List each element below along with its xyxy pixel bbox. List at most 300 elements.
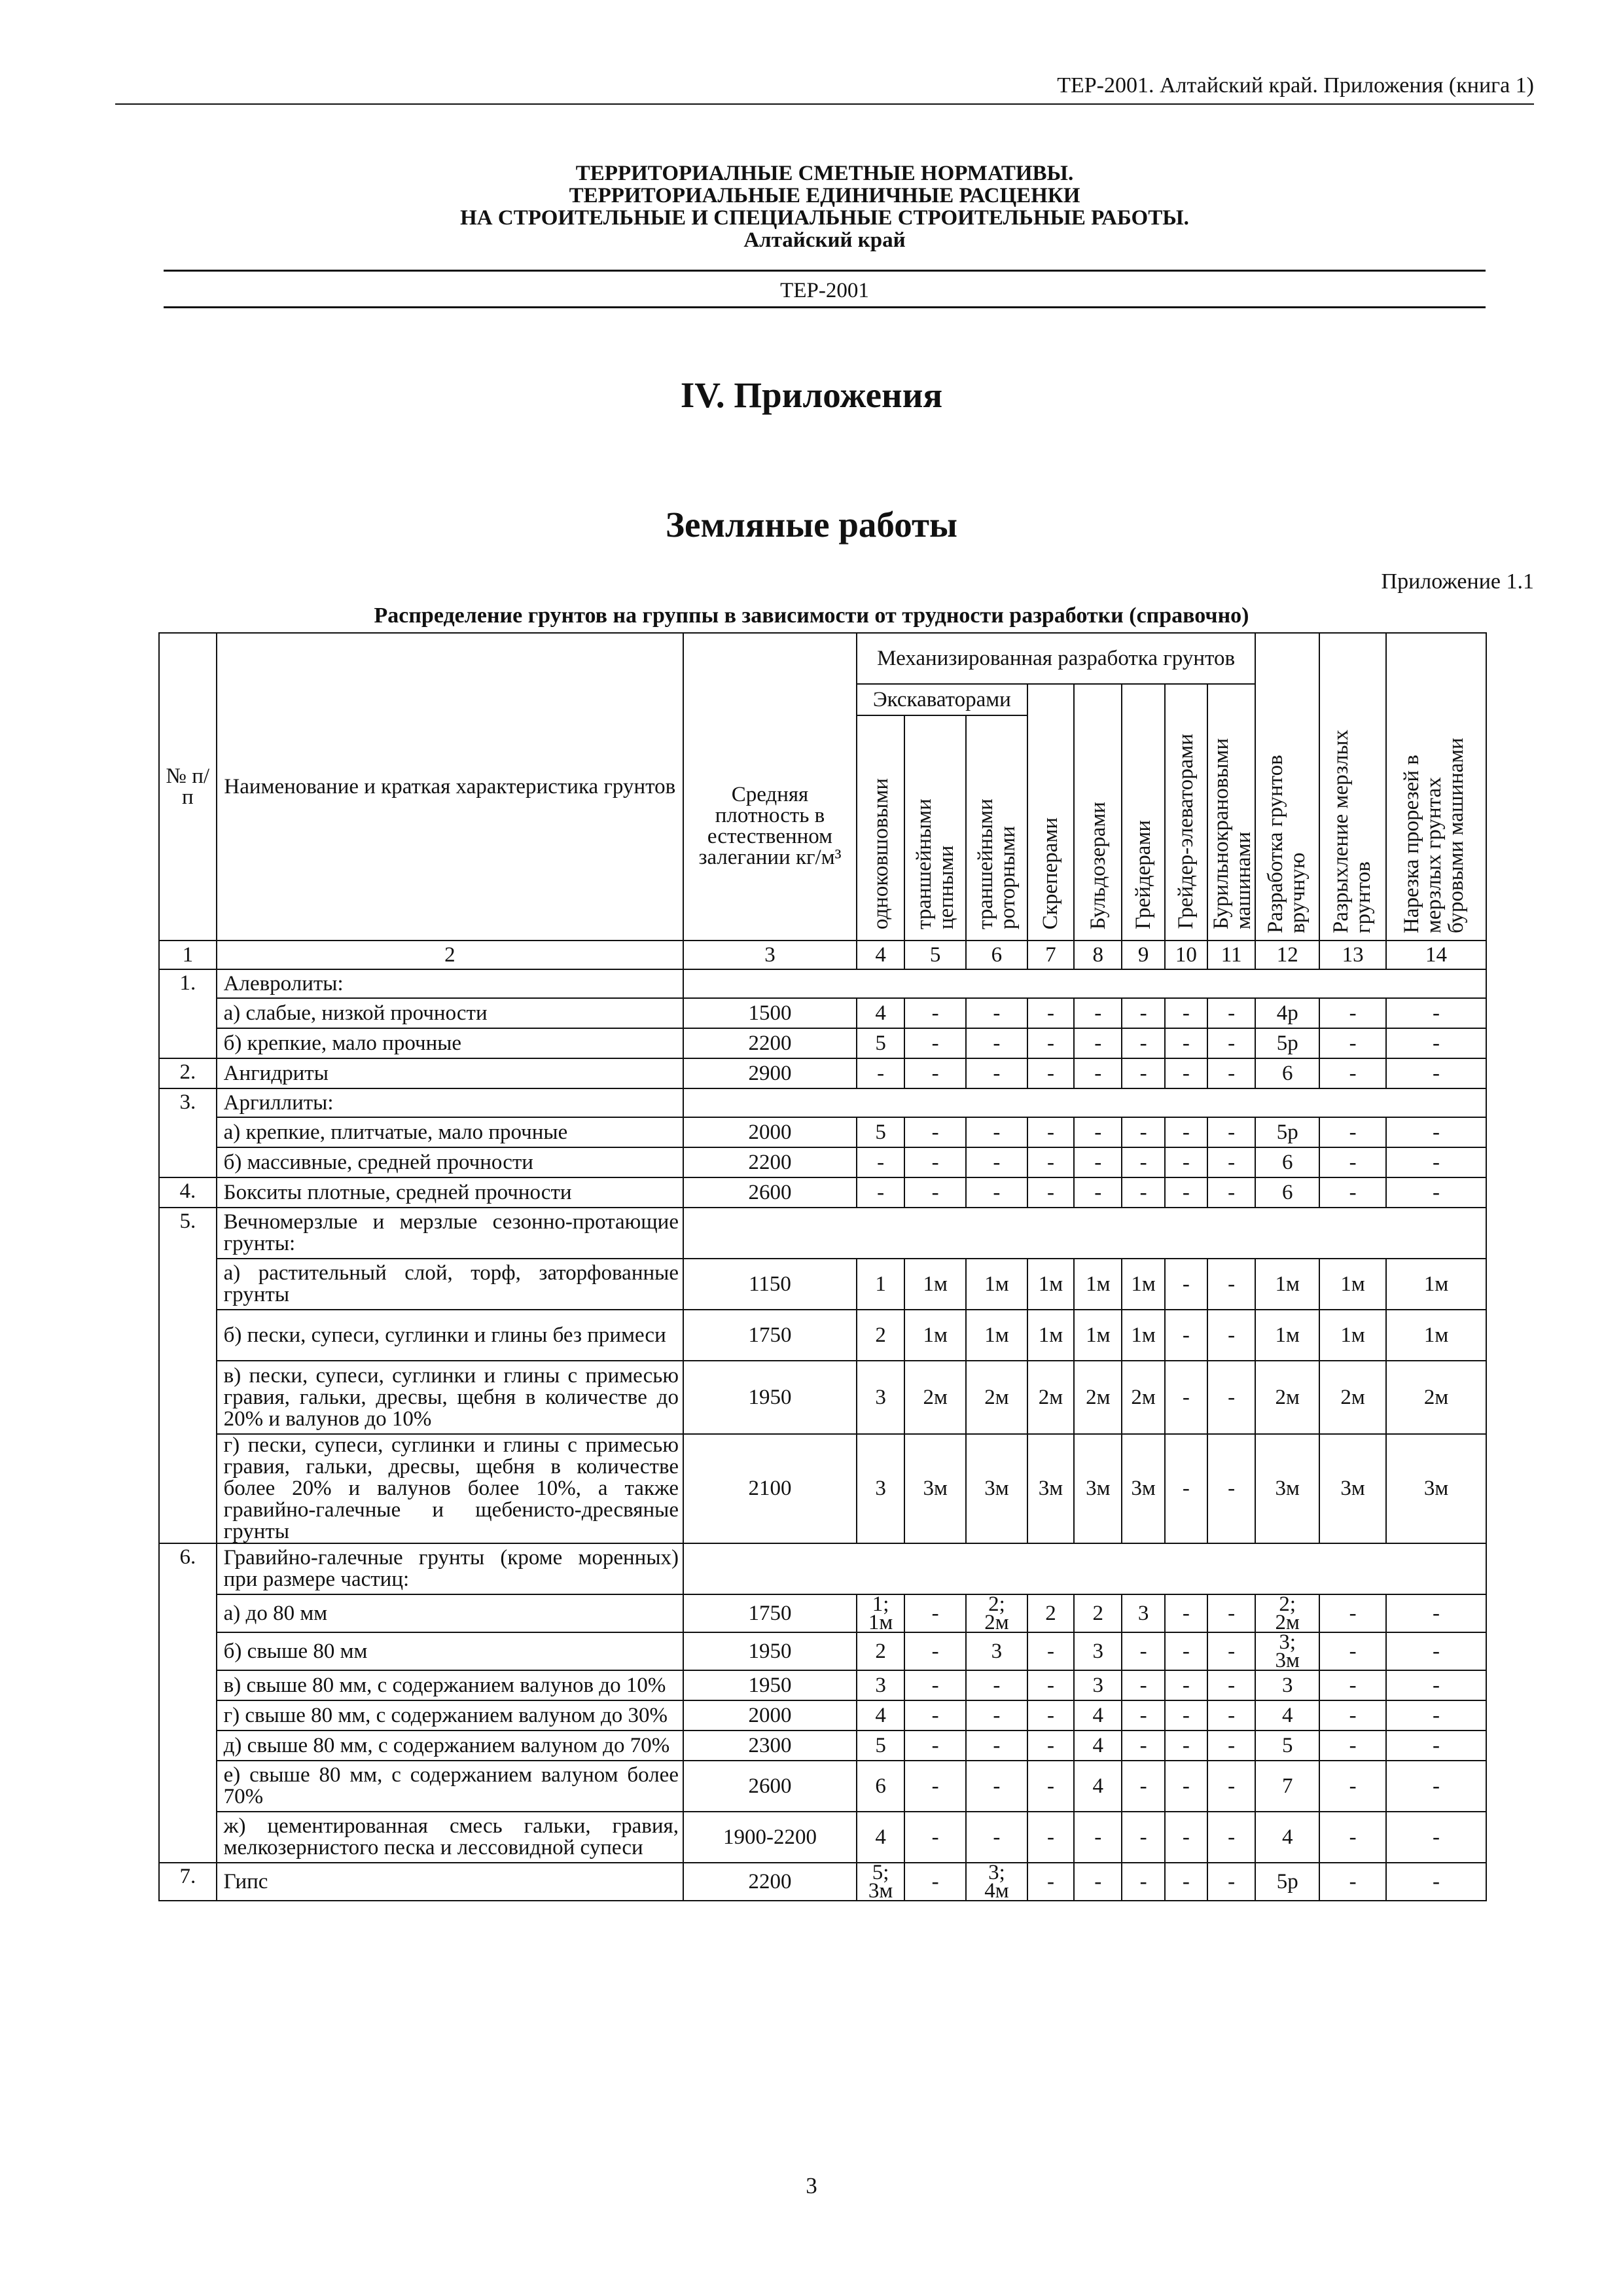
soil-name: а) крепкие, плитчатые, мало прочные [217,1117,683,1147]
group-title-row [159,1208,1486,1259]
soil-group-value: - [1027,1632,1074,1670]
soil-density: 2200 [683,1147,857,1177]
soil-group-value: - [966,1058,1027,1088]
group-number: 4. [159,1177,217,1208]
soil-group-value: - [1319,1812,1386,1863]
soil-group-value: - [904,1177,966,1208]
soil-group-value: - [1386,1117,1486,1147]
soil-group-value: - [1386,1177,1486,1208]
soil-group-value: 5р [1255,1863,1319,1901]
soil-group-value: - [1074,1812,1122,1863]
group-title: Гравийно-галечные грунты (кроме моренных) при размере частиц: [217,1543,683,1594]
column-number: 11 [1207,941,1255,969]
soil-name: а) слабые, низкой прочности [217,998,683,1028]
soil-group-value: 3м [904,1434,966,1543]
soil-group-value: - [966,1812,1027,1863]
title-line: ТЕРРИТОРИАЛНЫЕ СМЕТНЫЕ НОРМАТИВЫ. [575,162,1074,185]
soil-group-value: - [1386,1812,1486,1863]
soil-density: 2300 [683,1731,857,1761]
header-excavators: Экскаваторами [857,684,1027,715]
soil-name: а) растительный слой, торф, заторфованные грунты [217,1259,683,1310]
soil-group-value: 3м [1074,1434,1122,1543]
soil-density: 2600 [683,1761,857,1812]
soil-group-value: 1; 1м [857,1594,904,1632]
soil-group-value: 3 [966,1632,1027,1670]
soil-group-value: - [1207,1147,1255,1177]
header-rule [115,103,1534,105]
running-header: ТЕР-2001. Алтайский край. Приложения (книга 1) [1057,73,1534,98]
soil-group-value: 3м [1027,1434,1074,1543]
soil-group-value: - [1027,1117,1074,1147]
soil-group-value: - [1207,1594,1255,1632]
soil-group-value: 5 [857,1117,904,1147]
soil-group-value: - [1207,1434,1255,1543]
soil-name: г) свыше 80 мм, с содержанием валуном до 30% [217,1700,683,1731]
soil-group-value: 1м [966,1310,1027,1361]
column-number: 3 [683,941,857,969]
group-number: 1. [159,969,217,1058]
table-row [159,1361,1486,1434]
column-number: 2 [217,941,683,969]
table-row [159,1594,1486,1632]
group-title-row [159,969,1486,998]
table-row [159,1632,1486,1670]
soil-density: 1950 [683,1632,857,1670]
soil-density: 1150 [683,1259,857,1310]
soil-group-value: - [1386,1731,1486,1761]
soil-group-value: - [1165,1117,1207,1147]
table-row [159,1670,1486,1700]
soil-group-value: 3 [857,1361,904,1434]
group-title-filler [683,1543,1486,1594]
soil-group-value: 2; 2м [1255,1594,1319,1632]
soil-name: б) массивные, средней прочности [217,1147,683,1177]
soil-group-value: - [1165,1259,1207,1310]
soil-group-value: 2м [904,1361,966,1434]
soil-group-value: - [1122,1117,1164,1147]
group-title: Алевролиты: [217,969,683,998]
soil-group-value: 3м [1122,1434,1164,1543]
document-title [164,162,1486,251]
soil-group-value: - [1122,1058,1164,1088]
header-grader-elevators: Грейдер-элеваторами [1174,734,1198,929]
soil-group-value: 3 [1255,1670,1319,1700]
soil-group-value: - [1386,1632,1486,1670]
soil-density: 1500 [683,998,857,1028]
soil-group-value: - [1165,1731,1207,1761]
soil-group-value: 2м [1027,1361,1074,1434]
soil-group-value: 3 [1122,1594,1164,1632]
soil-group-value: - [1165,1177,1207,1208]
soil-group-value: 6 [1255,1177,1319,1208]
soil-group-value: - [966,998,1027,1028]
soil-group-value: - [1122,1177,1164,1208]
soil-group-value: - [1319,1632,1386,1670]
column-number: 7 [1027,941,1074,969]
soil-group-value: 6 [1255,1058,1319,1088]
soil-group-value: - [1074,1028,1122,1058]
group-title: Аргиллиты: [217,1088,683,1117]
soil-group-value: - [1027,1761,1074,1812]
soil-group-value: - [1386,1147,1486,1177]
soil-group-value: - [1122,1863,1164,1901]
soil-group-value: - [1207,1761,1255,1812]
soil-group-value: - [1386,1058,1486,1088]
header-name: Наименование и краткая характеристика грунтов [217,633,683,941]
section-title: IV. Приложения [680,375,943,415]
appendix-label: Приложение 1.1 [1381,569,1534,594]
soil-group-value: - [1207,1117,1255,1147]
soil-group-value: - [857,1147,904,1177]
soil-density: 1750 [683,1594,857,1632]
soil-group-value: - [966,1147,1027,1177]
group-number: 2. [159,1058,217,1088]
soil-group-value: - [904,1058,966,1088]
table-row [159,1310,1486,1361]
soil-group-value: - [1165,998,1207,1028]
header-loosening: Разрыхление мерзлых грунтов [1329,729,1376,933]
soil-group-value: 4р [1255,998,1319,1028]
soil-density: 1900-2200 [683,1812,857,1863]
soil-group-value: - [1165,1761,1207,1812]
table-row [159,1147,1486,1177]
document-code: ТЕР-2001 [780,279,869,302]
soil-group-value: 3 [1074,1670,1122,1700]
group-title-row [159,1088,1486,1117]
soil-group-value: - [1027,1863,1074,1901]
soil-group-value: 1м [1319,1310,1386,1361]
soil-group-value: 1м [904,1310,966,1361]
column-number: 13 [1319,941,1386,969]
soil-density: 2000 [683,1700,857,1731]
soil-group-value: - [1207,1812,1255,1863]
column-number: 12 [1255,941,1319,969]
table-row [159,998,1486,1028]
soil-group-value: - [904,1632,966,1670]
header-density: Средняя плотность в естественном залегании кг/м³ [683,633,857,941]
soil-group-value: 3м [966,1434,1027,1543]
soil-group-value: 4 [1074,1761,1122,1812]
soil-group-value: - [1319,1594,1386,1632]
soil-group-value: - [1165,1028,1207,1058]
soil-group-value: - [966,1177,1027,1208]
soil-group-value: 4 [1255,1700,1319,1731]
soil-group-value: 1м [1074,1310,1122,1361]
soil-group-value: - [1207,1177,1255,1208]
soil-group-value: - [857,1058,904,1088]
soil-density: 2600 [683,1177,857,1208]
soil-group-value: - [1319,1147,1386,1177]
soil-name: Ангидриты [217,1058,683,1088]
soil-group-value: - [1207,1058,1255,1088]
header-num: № п/п [159,633,217,941]
table-row [159,1028,1486,1058]
soil-group-value: - [1122,1670,1164,1700]
soil-group-value: - [1319,1028,1386,1058]
group-title-filler [683,1208,1486,1259]
soil-group-value: - [1165,1863,1207,1901]
soil-group-value: 1м [1386,1259,1486,1310]
soil-group-value: - [1207,1863,1255,1901]
soil-name: в) свыше 80 мм, с содержанием валунов до 10% [217,1670,683,1700]
soil-group-value: - [1319,1863,1386,1901]
divider [164,270,1486,272]
soil-group-value: - [1165,1812,1207,1863]
soil-group-value: - [966,1761,1027,1812]
soil-group-value: - [1165,1700,1207,1731]
table-row [159,1177,1486,1208]
soil-group-value: - [1319,1731,1386,1761]
soil-group-value: 5р [1255,1117,1319,1147]
soil-group-value: 1м [1319,1259,1386,1310]
header-scrapers: Скреперами [1039,817,1063,929]
soil-group-value: - [857,1177,904,1208]
table-row [159,1117,1486,1147]
soil-group-value: 1м [1122,1259,1164,1310]
soil-name: ж) цементированная смесь гальки, гравия, мелкозернистого песка и лессовидной супеси [217,1812,683,1863]
soil-group-value: - [1122,1731,1164,1761]
soil-group-value: - [904,1731,966,1761]
soil-group-value: - [1207,1310,1255,1361]
soil-group-value: 1м [1027,1310,1074,1361]
soil-group-value: 5; 3м [857,1863,904,1901]
soil-group-value: 2 [1074,1594,1122,1632]
soil-group-value: - [1165,1632,1207,1670]
header-manual: Разработка грунтов вручную [1264,755,1310,933]
group-title: Вечномерзлые и мерзлые сезонно-протающие грунты: [217,1208,683,1259]
soil-group-value: - [1386,1670,1486,1700]
page-number: 3 [806,2173,817,2198]
soil-group-value: - [1319,1058,1386,1088]
soil-group-value: - [1027,1731,1074,1761]
soil-group-value: - [1122,1761,1164,1812]
soil-group-value: 5 [857,1731,904,1761]
soil-group-value: 1м [1255,1310,1319,1361]
soil-name: в) пески, супеси, суглинки и глины с примесью гравия, гальки, дресвы, щебня в количестве до 20% и валунов до 10% [217,1361,683,1434]
soil-group-value: - [1122,998,1164,1028]
soil-group-value: 1м [1386,1310,1486,1361]
soil-group-value: - [904,1147,966,1177]
table-row [159,1731,1486,1761]
soil-group-value: - [1165,1147,1207,1177]
soil-group-value: - [966,1731,1027,1761]
soil-name: б) крепкие, мало прочные [217,1028,683,1058]
soil-group-value: - [1207,1361,1255,1434]
soil-group-value: - [1319,1117,1386,1147]
table-row [159,1434,1486,1543]
soil-group-value: - [1319,998,1386,1028]
group-number: 6. [159,1543,217,1863]
soil-group-value: 6 [857,1761,904,1812]
soil-group-value: - [966,1670,1027,1700]
soil-group-value: 2м [966,1361,1027,1434]
soil-group-value: - [1074,1863,1122,1901]
header-single-bucket: одноковшовыми [868,778,893,929]
table-row [159,1058,1486,1088]
soil-group-value: - [904,1812,966,1863]
soil-group-value: - [904,1594,966,1632]
soil-group-value: - [904,1028,966,1058]
header-drill-crane: Бурильнокрановыми машинами [1209,738,1255,929]
soil-group-value: - [1165,1670,1207,1700]
soil-group-value: - [1165,1058,1207,1088]
soil-group-value: 1м [904,1259,966,1310]
soil-group-value: - [1027,1028,1074,1058]
soil-group-value: 5 [857,1028,904,1058]
soil-group-value: 4 [1255,1812,1319,1863]
title-line: Алтайский край [743,228,906,252]
header-cutting: Нарезка прорезей в мерзлых грунтах буровыми машинами [1399,738,1468,933]
soil-group-value: 3 [857,1670,904,1700]
soil-group-value: 6 [1255,1147,1319,1177]
table-row [159,1761,1486,1812]
soil-group-value: - [1027,1147,1074,1177]
soil-group-value: - [1074,1058,1122,1088]
header-mechanized: Механизированная разработка грунтов [857,633,1255,684]
soil-group-value: 5 [1255,1731,1319,1761]
soil-group-value: 1м [1122,1310,1164,1361]
column-number: 14 [1386,941,1486,969]
soil-group-value: 3м [1319,1434,1386,1543]
soil-group-value: - [904,1700,966,1731]
soil-group-value: - [1386,1594,1486,1632]
soil-group-value: - [1207,998,1255,1028]
soil-group-value: - [1074,1147,1122,1177]
column-numbers-row [159,941,1486,969]
soil-density: 2200 [683,1028,857,1058]
soil-group-value: 4 [857,1700,904,1731]
group-title-filler [683,1088,1486,1117]
soil-density: 1950 [683,1670,857,1700]
soil-groups-table [158,632,1487,1901]
soil-group-value: 3м [1255,1434,1319,1543]
subsection-title: Земляные работы [666,505,957,545]
soil-group-value: - [1122,1147,1164,1177]
header-bulldozers: Бульдозерами [1086,801,1110,929]
soil-density: 1750 [683,1310,857,1361]
header-trench-chain: траншейными цепными [912,798,959,929]
soil-group-value: - [1165,1594,1207,1632]
soil-group-value: - [1319,1700,1386,1731]
soil-group-value: - [1027,1670,1074,1700]
soil-group-value: 4 [1074,1700,1122,1731]
soil-group-value: - [904,998,966,1028]
table-caption: Распределение грунтов на группы в зависимости от трудности разработки (справочно) [374,603,1249,628]
soil-name: е) свыше 80 мм, с содержанием валуном более 70% [217,1761,683,1812]
header-graders: Грейдерами [1132,820,1156,929]
soil-group-value: - [1207,1700,1255,1731]
soil-group-value: 1м [1074,1259,1122,1310]
soil-group-value: 2 [1027,1594,1074,1632]
soil-group-value: - [1027,1700,1074,1731]
soil-group-value: 3 [1074,1632,1122,1670]
soil-group-value: - [1207,1259,1255,1310]
soil-group-value: - [1207,1632,1255,1670]
divider [164,306,1486,308]
soil-group-value: - [1386,1761,1486,1812]
soil-group-value: - [1027,998,1074,1028]
column-number: 8 [1074,941,1122,969]
soil-group-value: - [1386,998,1486,1028]
soil-group-value: - [1386,1863,1486,1901]
soil-group-value: - [1207,1670,1255,1700]
column-number: 6 [966,941,1027,969]
soil-group-value: 1м [1027,1259,1074,1310]
soil-name: Гипс [217,1863,683,1901]
soil-group-value: - [1386,1028,1486,1058]
soil-group-value: - [1074,1177,1122,1208]
soil-name: б) свыше 80 мм [217,1632,683,1670]
group-number: 5. [159,1208,217,1543]
soil-group-value: - [966,1700,1027,1731]
soil-group-value: 4 [857,998,904,1028]
soil-group-value: 2; 2м [966,1594,1027,1632]
soil-group-value: 2м [1122,1361,1164,1434]
soil-group-value: - [1207,1731,1255,1761]
column-number: 5 [904,941,966,969]
soil-group-value: - [966,1117,1027,1147]
soil-group-value: 2м [1255,1361,1319,1434]
soil-group-value: - [1027,1058,1074,1088]
soil-group-value: - [1074,1117,1122,1147]
group-title-filler [683,969,1486,998]
soil-group-value: - [1027,1812,1074,1863]
group-number: 3. [159,1088,217,1177]
soil-group-value: 2 [857,1632,904,1670]
soil-density: 2000 [683,1117,857,1147]
column-number: 9 [1122,941,1164,969]
soil-group-value: - [1122,1700,1164,1731]
soil-name: д) свыше 80 мм, с содержанием валуном до 70% [217,1731,683,1761]
soil-group-value: 1 [857,1259,904,1310]
soil-group-value: - [1319,1670,1386,1700]
table-row [159,1259,1486,1310]
soil-group-value: - [966,1028,1027,1058]
soil-group-value: - [904,1863,966,1901]
soil-group-value: - [904,1761,966,1812]
soil-group-value: - [1122,1812,1164,1863]
soil-group-value: 3; 4м [966,1863,1027,1901]
soil-name: г) пески, супеси, суглинки и глины с примесью гравия, гальки, дресвы, щебня в количестве более 20% и валунов более 10%, а также гравийно-галечные и щебенисто-дресвяные грунты [217,1434,683,1543]
group-title-row [159,1543,1486,1594]
soil-group-value: 2 [857,1310,904,1361]
soil-group-value: - [1122,1028,1164,1058]
soil-group-value: - [1165,1310,1207,1361]
soil-group-value: - [1319,1177,1386,1208]
soil-group-value: 3; 3м [1255,1632,1319,1670]
soil-group-value: 2м [1074,1361,1122,1434]
soil-group-value: 3м [1386,1434,1486,1543]
soil-group-value: - [1027,1177,1074,1208]
soil-group-value: - [1386,1700,1486,1731]
soil-density: 2200 [683,1863,857,1901]
soil-group-value: 5р [1255,1028,1319,1058]
soil-group-value: - [1207,1028,1255,1058]
soil-group-value: 2м [1386,1361,1486,1434]
soil-group-value: - [1122,1632,1164,1670]
header-trench-rotor: траншейными роторными [973,798,1020,929]
column-number: 4 [857,941,904,969]
soil-group-value: - [904,1670,966,1700]
soil-density: 2100 [683,1434,857,1543]
soil-group-value: 3 [857,1434,904,1543]
soil-group-value: - [904,1117,966,1147]
soil-density: 2900 [683,1058,857,1088]
table-row [159,1812,1486,1863]
table-row [159,1863,1486,1901]
soil-group-value: 4 [1074,1731,1122,1761]
soil-group-value: - [1165,1361,1207,1434]
